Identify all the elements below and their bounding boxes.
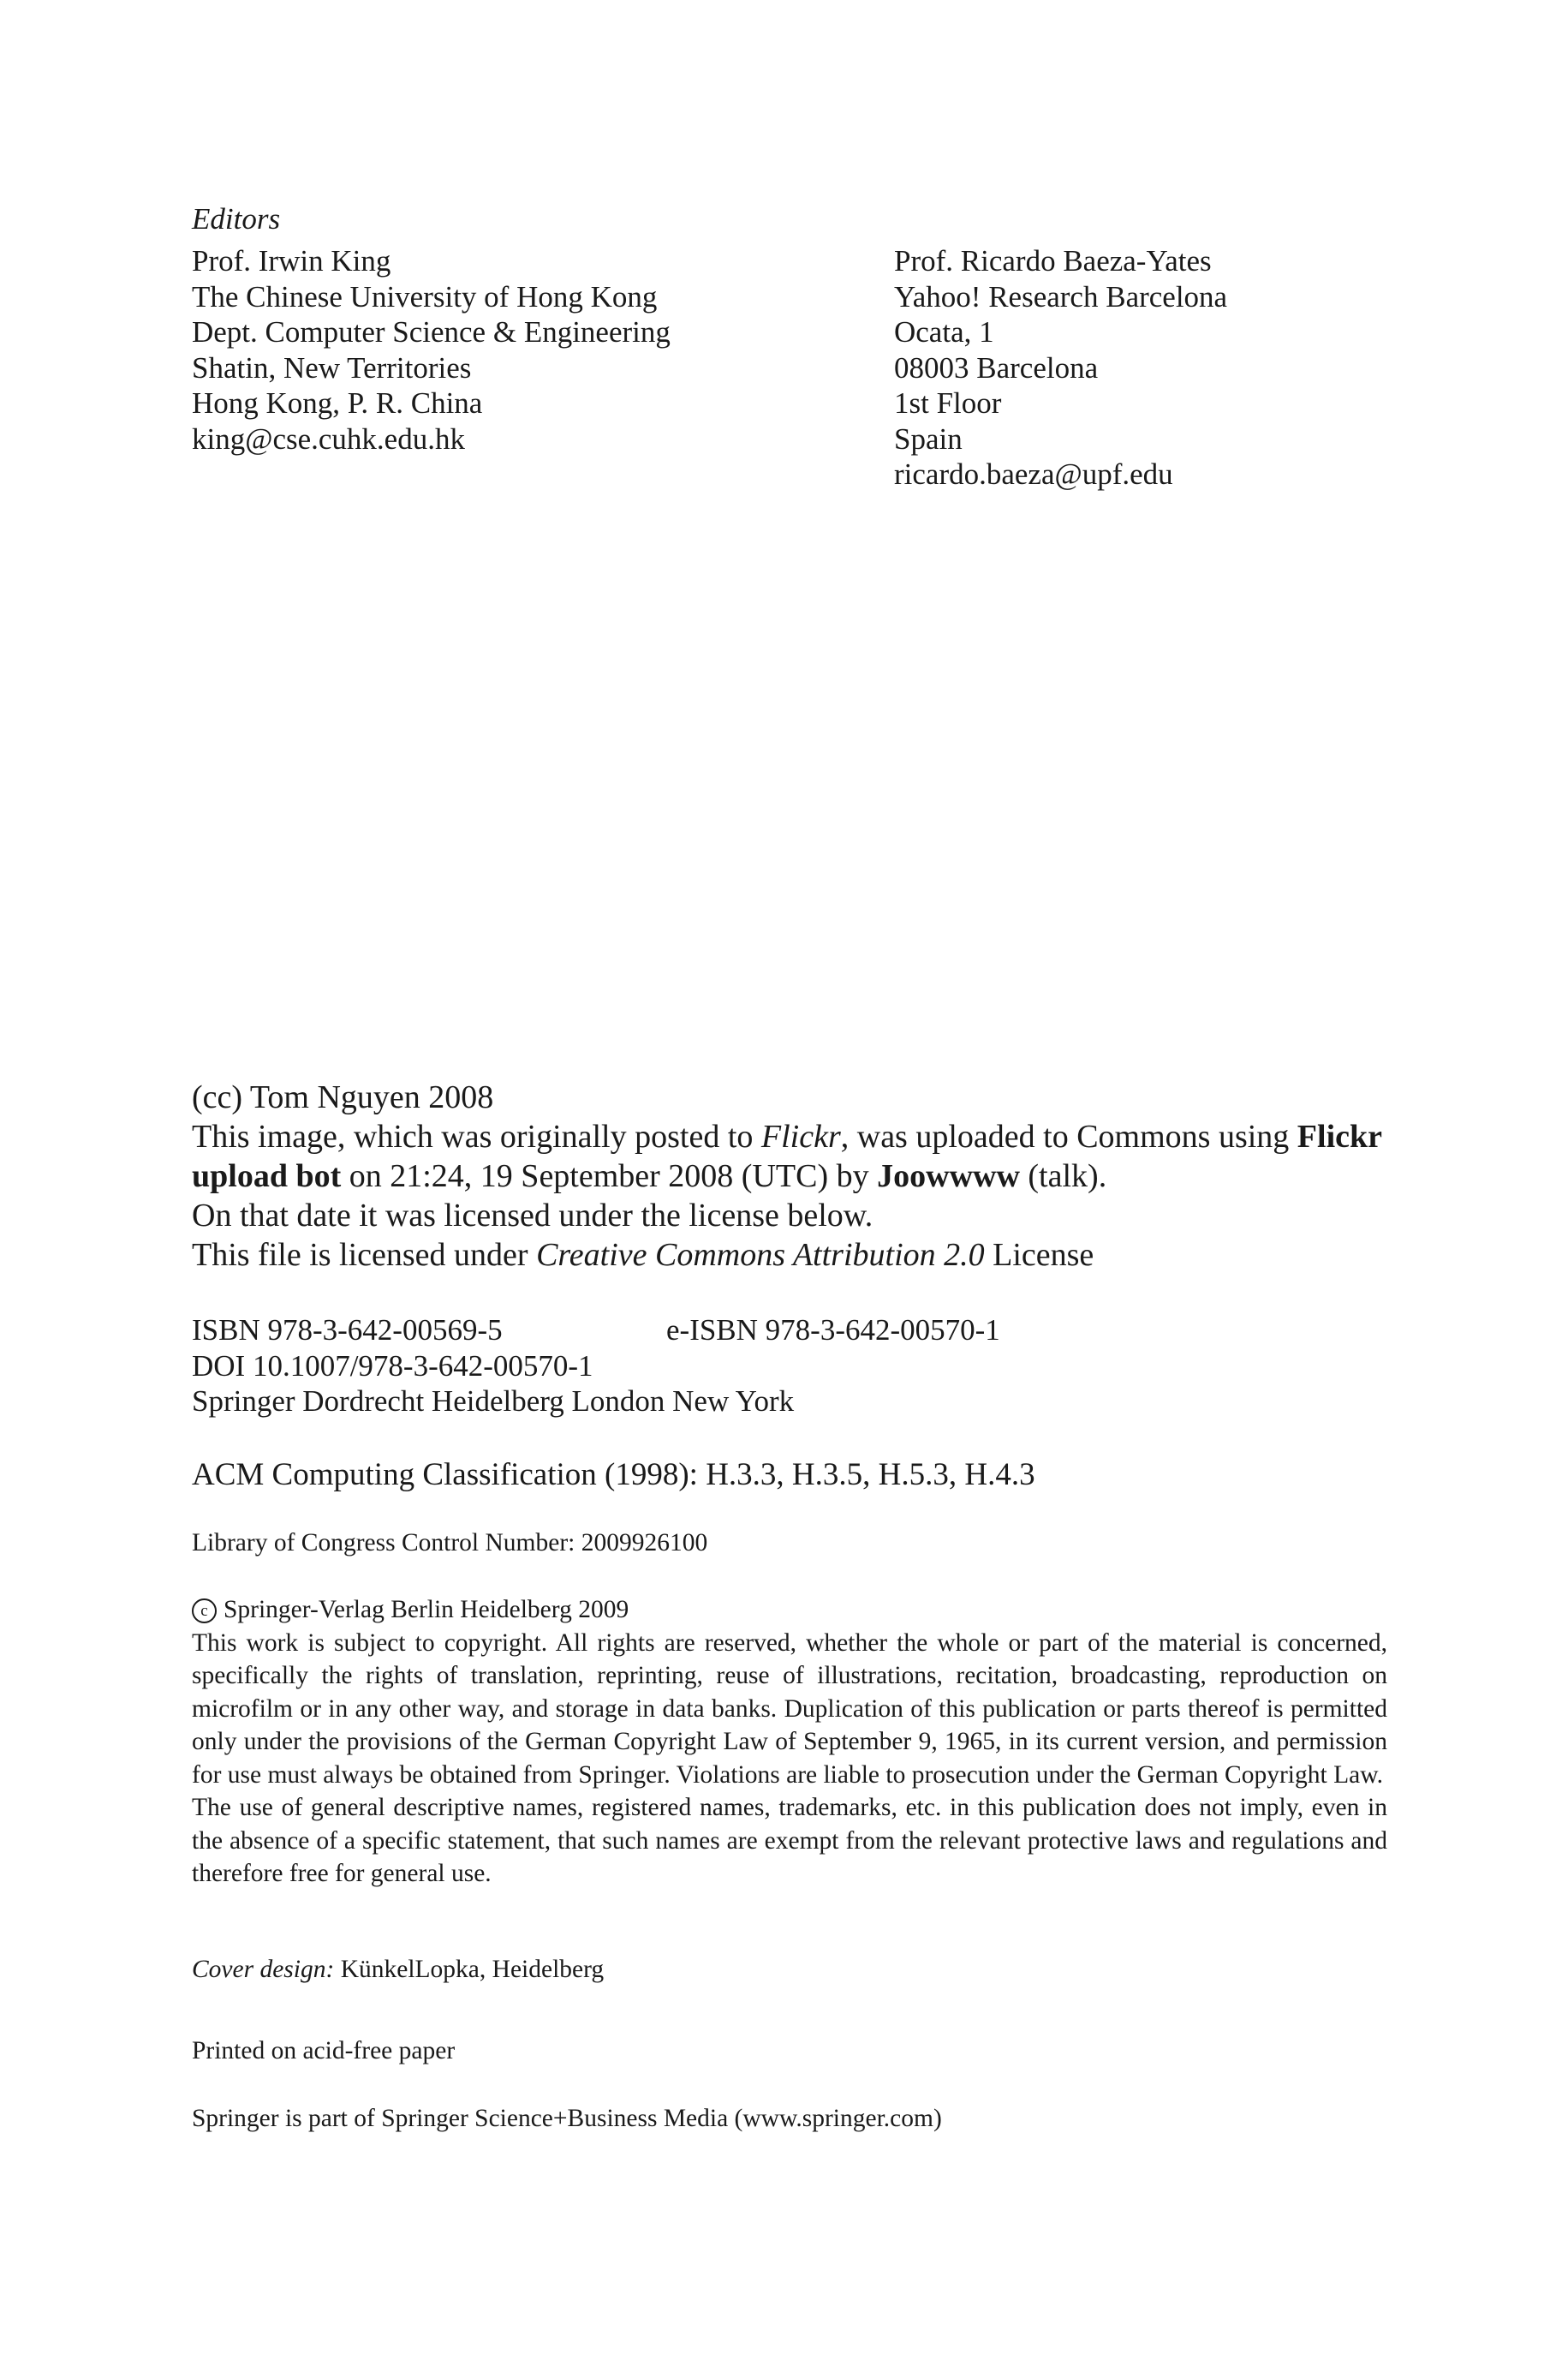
editor-left-line: Dept. Computer Science & Engineering	[192, 315, 671, 349]
editor-right-line: Yahoo! Research Barcelona	[894, 279, 1228, 314]
acm-classification: ACM Computing Classification (1998): H.3.3, H.3.5, H.5.3, H.4.3	[192, 1457, 1035, 1492]
credit-line-upload	[192, 1117, 1382, 1156]
copyright-paragraph: This work is subject to copyright. All rights are reserved, whether the whole or part of the material is concerned, specifically the rights of translation, reprinting, reuse of illustrations, recitation, broadcasting, reproduction on microfilm or in any other way, and storage in data banks. Duplication of this publication or parts thereof is permitted only under the provisions of the German Copyright Law of September 9, 1965, in its current version, and permission for use must always be obtained from Springer. Violations are liable to prosecution under the German Copyright Law.	[192, 1628, 1387, 1789]
editor-right-line: Prof. Ricardo Baeza-Yates	[894, 244, 1212, 278]
editor-right-line: 1st Floor	[894, 386, 1002, 420]
credit-text: This file is licensed under	[192, 1237, 537, 1273]
image-credit	[192, 1078, 1382, 1275]
credit-text: (talk).	[1019, 1158, 1107, 1194]
printed-note: Printed on acid-free paper	[192, 2037, 456, 2064]
eisbn: e-ISBN 978-3-642-00570-1	[666, 1313, 1000, 1347]
cover-design-label: Cover design:	[192, 1956, 335, 1983]
springer-part-of: Springer is part of Springer Science+Business Media (www.springer.com)	[192, 2105, 942, 2132]
publisher-cities: Springer Dordrecht Heidelberg London New York	[192, 1384, 795, 1418]
copyright-holder-line	[192, 1593, 1387, 1627]
editor-left-line: The Chinese University of Hong Kong	[192, 279, 658, 314]
doi: DOI 10.1007/978-3-642-00570-1	[192, 1348, 593, 1383]
editor-left-line: Prof. Irwin King	[192, 244, 391, 278]
credit-text: , was uploaded to Commons using	[840, 1119, 1297, 1155]
editors-label: Editors	[192, 202, 281, 236]
isbn: ISBN 978-3-642-00569-5	[192, 1313, 503, 1347]
copyright-icon: c	[192, 1598, 217, 1623]
credit-text: License	[984, 1237, 1094, 1273]
book-identifiers	[192, 1312, 1000, 1419]
copyright-holder: Springer-Verlag Berlin Heidelberg 2009	[224, 1596, 629, 1623]
credit-text: on 21:24, 19 September 2008 (UTC) by	[341, 1158, 878, 1194]
isbn-row	[192, 1312, 1000, 1348]
credit-author: (cc) Tom Nguyen 2008	[192, 1079, 494, 1115]
editor-left-line: Shatin, New Territories	[192, 350, 472, 385]
credit-license-line	[192, 1235, 1382, 1275]
lccn: Library of Congress Control Number: 2009926100	[192, 1529, 708, 1556]
editor-right-line: Spain	[894, 421, 963, 456]
credit-license-note: On that date it was licensed under the license below.	[192, 1198, 873, 1234]
editor-right-email: ricardo.baeza@upf.edu	[894, 457, 1173, 491]
cover-design-value: KünkelLopka, Heidelberg	[334, 1956, 605, 1983]
copyright-notice	[192, 1593, 1387, 1891]
credit-line-date	[192, 1156, 1382, 1196]
editor-left-email: king@cse.cuhk.edu.hk	[192, 421, 465, 456]
trademark-paragraph: The use of general descriptive names, registered names, trademarks, etc. in this publication does not imply, even in the absence of a specific statement, that such names are exempt from the relevant protective laws and regulations and therefore free for general use.	[192, 1794, 1387, 1887]
editor-right-address	[894, 243, 1227, 493]
credit-text: This image, which was originally posted to	[192, 1119, 761, 1155]
license-name: Creative Commons Attribution 2.0	[536, 1237, 985, 1273]
user-link: Joowwww	[877, 1158, 1020, 1194]
flickr-upload-bot-link: upload bot	[192, 1158, 342, 1194]
editor-left-address	[192, 243, 671, 457]
cover-design	[192, 1953, 1387, 1987]
editor-right-line: Ocata, 1	[894, 315, 994, 349]
editor-left-line: Hong Kong, P. R. China	[192, 386, 483, 420]
editor-right-line: 08003 Barcelona	[894, 350, 1099, 385]
flickr-link: Flickr	[760, 1119, 841, 1155]
flickr-upload-bot-link: Flickr	[1297, 1119, 1382, 1155]
